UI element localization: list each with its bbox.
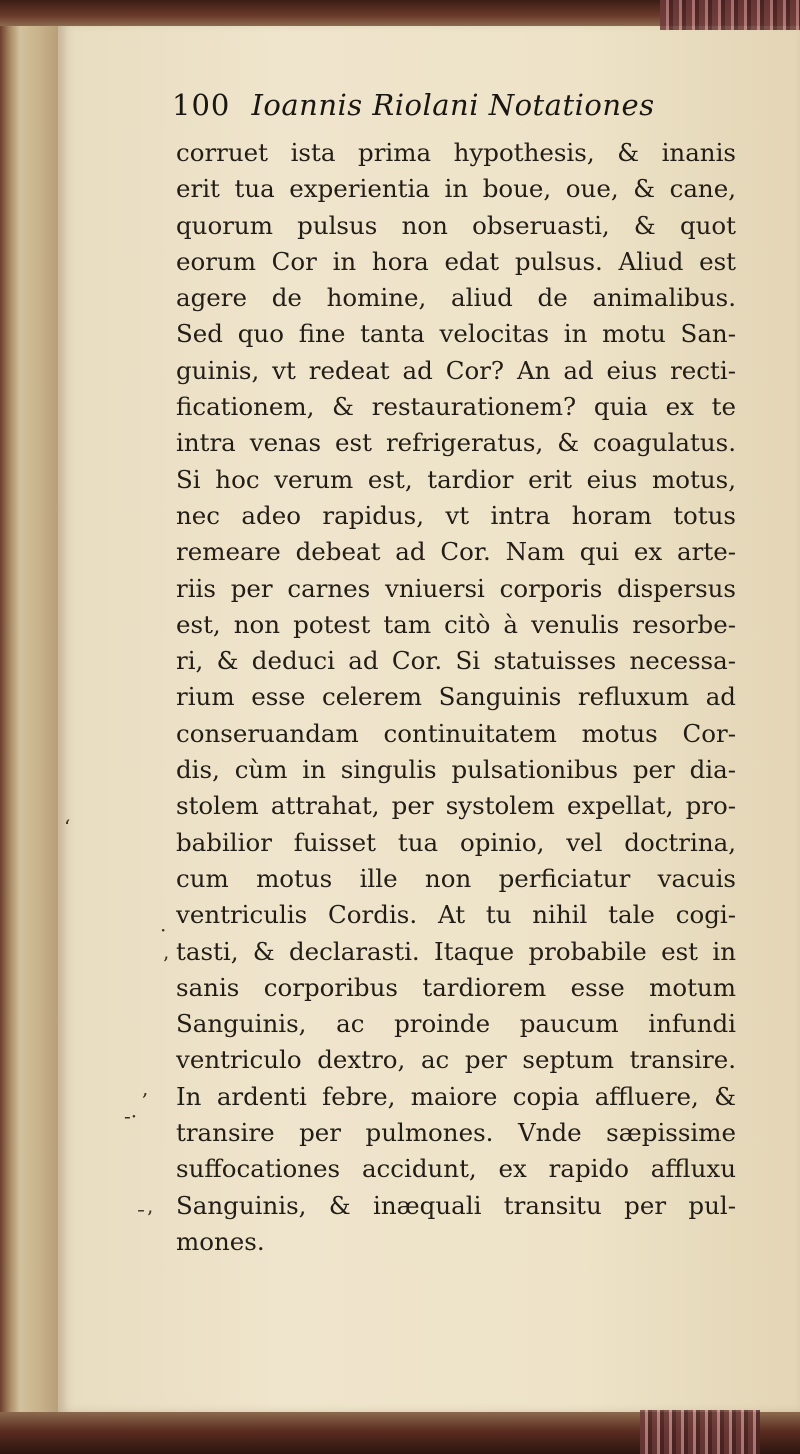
- margin-mark: ,: [142, 1076, 149, 1100]
- text-line: ficationem, & restaurationem? quia ex te: [176, 392, 736, 422]
- text-line: ventriculis Cordis. At tu nihil tale cogi-: [176, 900, 736, 930]
- body-text: [176, 135, 736, 1260]
- page-edge-left: [0, 26, 58, 1412]
- margin-mark: ·: [160, 918, 167, 942]
- text-line: agere de homine, aliud de animalibus.: [176, 283, 736, 313]
- text-line: ri, & deduci ad Cor. Si statuisses necessa-: [176, 646, 736, 676]
- text-line: tasti, & declarasti. Itaque probabile est in: [176, 936, 736, 966]
- margin-mark: ʼ: [162, 952, 169, 976]
- text-line: conseruandam continuitatem motus Cor-: [176, 718, 736, 748]
- text-line: sanis corporibus tardiorem esse motum: [176, 972, 736, 1002]
- text-line: eorum Cor in hora edat pulsus. Aliud est: [176, 246, 736, 276]
- margin-mark: ¯ʼ: [136, 1206, 153, 1230]
- text-line: stolem attrahat, per systolem expellat, pro-: [176, 791, 736, 821]
- text-line: Sanguinis, & inæquali transitu per pul-: [176, 1190, 736, 1220]
- text-line: cum motus ille non perficiatur vacuis: [176, 863, 736, 893]
- text-line: Si hoc verum est, tardior erit eius motus,: [176, 464, 736, 494]
- margin-mark: -·: [124, 1104, 138, 1128]
- text-line: transire per pulmones. Vnde sæpissime: [176, 1118, 736, 1148]
- ribbon-tassel-bottom: [640, 1410, 760, 1454]
- text-line: Sed quo fine tanta velocitas in motu San-: [176, 319, 736, 349]
- text-line: suffocationes accidunt, ex rapido affluxu: [176, 1154, 736, 1184]
- text-line: remeare debeat ad Cor. Nam qui ex arte-: [176, 537, 736, 567]
- text-line: erit tua experientia in boue, oue, & cane,: [176, 174, 736, 204]
- text-line: est, non potest tam citò à venulis resorbe-: [176, 609, 736, 639]
- text-line-last: mones.: [176, 1226, 265, 1256]
- text-line: Sanguinis, ac proinde paucum infundi: [176, 1009, 736, 1039]
- text-line: corruet ista prima hypothesis, & inanis: [176, 138, 736, 167]
- text-line: dis, cùm in singulis pulsationibus per dia-: [176, 755, 736, 785]
- text-line: ventriculo dextro, ac per septum transire.: [176, 1045, 736, 1075]
- page-number: 100: [172, 88, 231, 122]
- ribbon-tassel-top: [660, 0, 800, 30]
- text-line: quorum pulsus non obseruasti, & quot: [176, 210, 736, 240]
- text-line: intra venas est refrigeratus, & coagulatus.: [176, 428, 736, 458]
- running-title: Ioannis Riolani Notationes: [251, 88, 655, 122]
- text-line: guinis, vt redeat ad Cor? An ad eius recti-: [176, 355, 736, 385]
- running-header: [172, 88, 792, 132]
- text-line: nec adeo rapidus, vt intra horam totus: [176, 500, 736, 530]
- text-line: riis per carnes vniuersi corporis dispersus: [176, 573, 736, 603]
- text-line: rium esse celerem Sanguinis refluxum ad: [176, 682, 736, 712]
- margin-mark: ‘: [64, 815, 71, 839]
- text-line: babilior fuisset tua opinio, vel doctrina,: [176, 827, 736, 857]
- text-line: In ardenti febre, maiore copia affluere, &: [176, 1081, 736, 1111]
